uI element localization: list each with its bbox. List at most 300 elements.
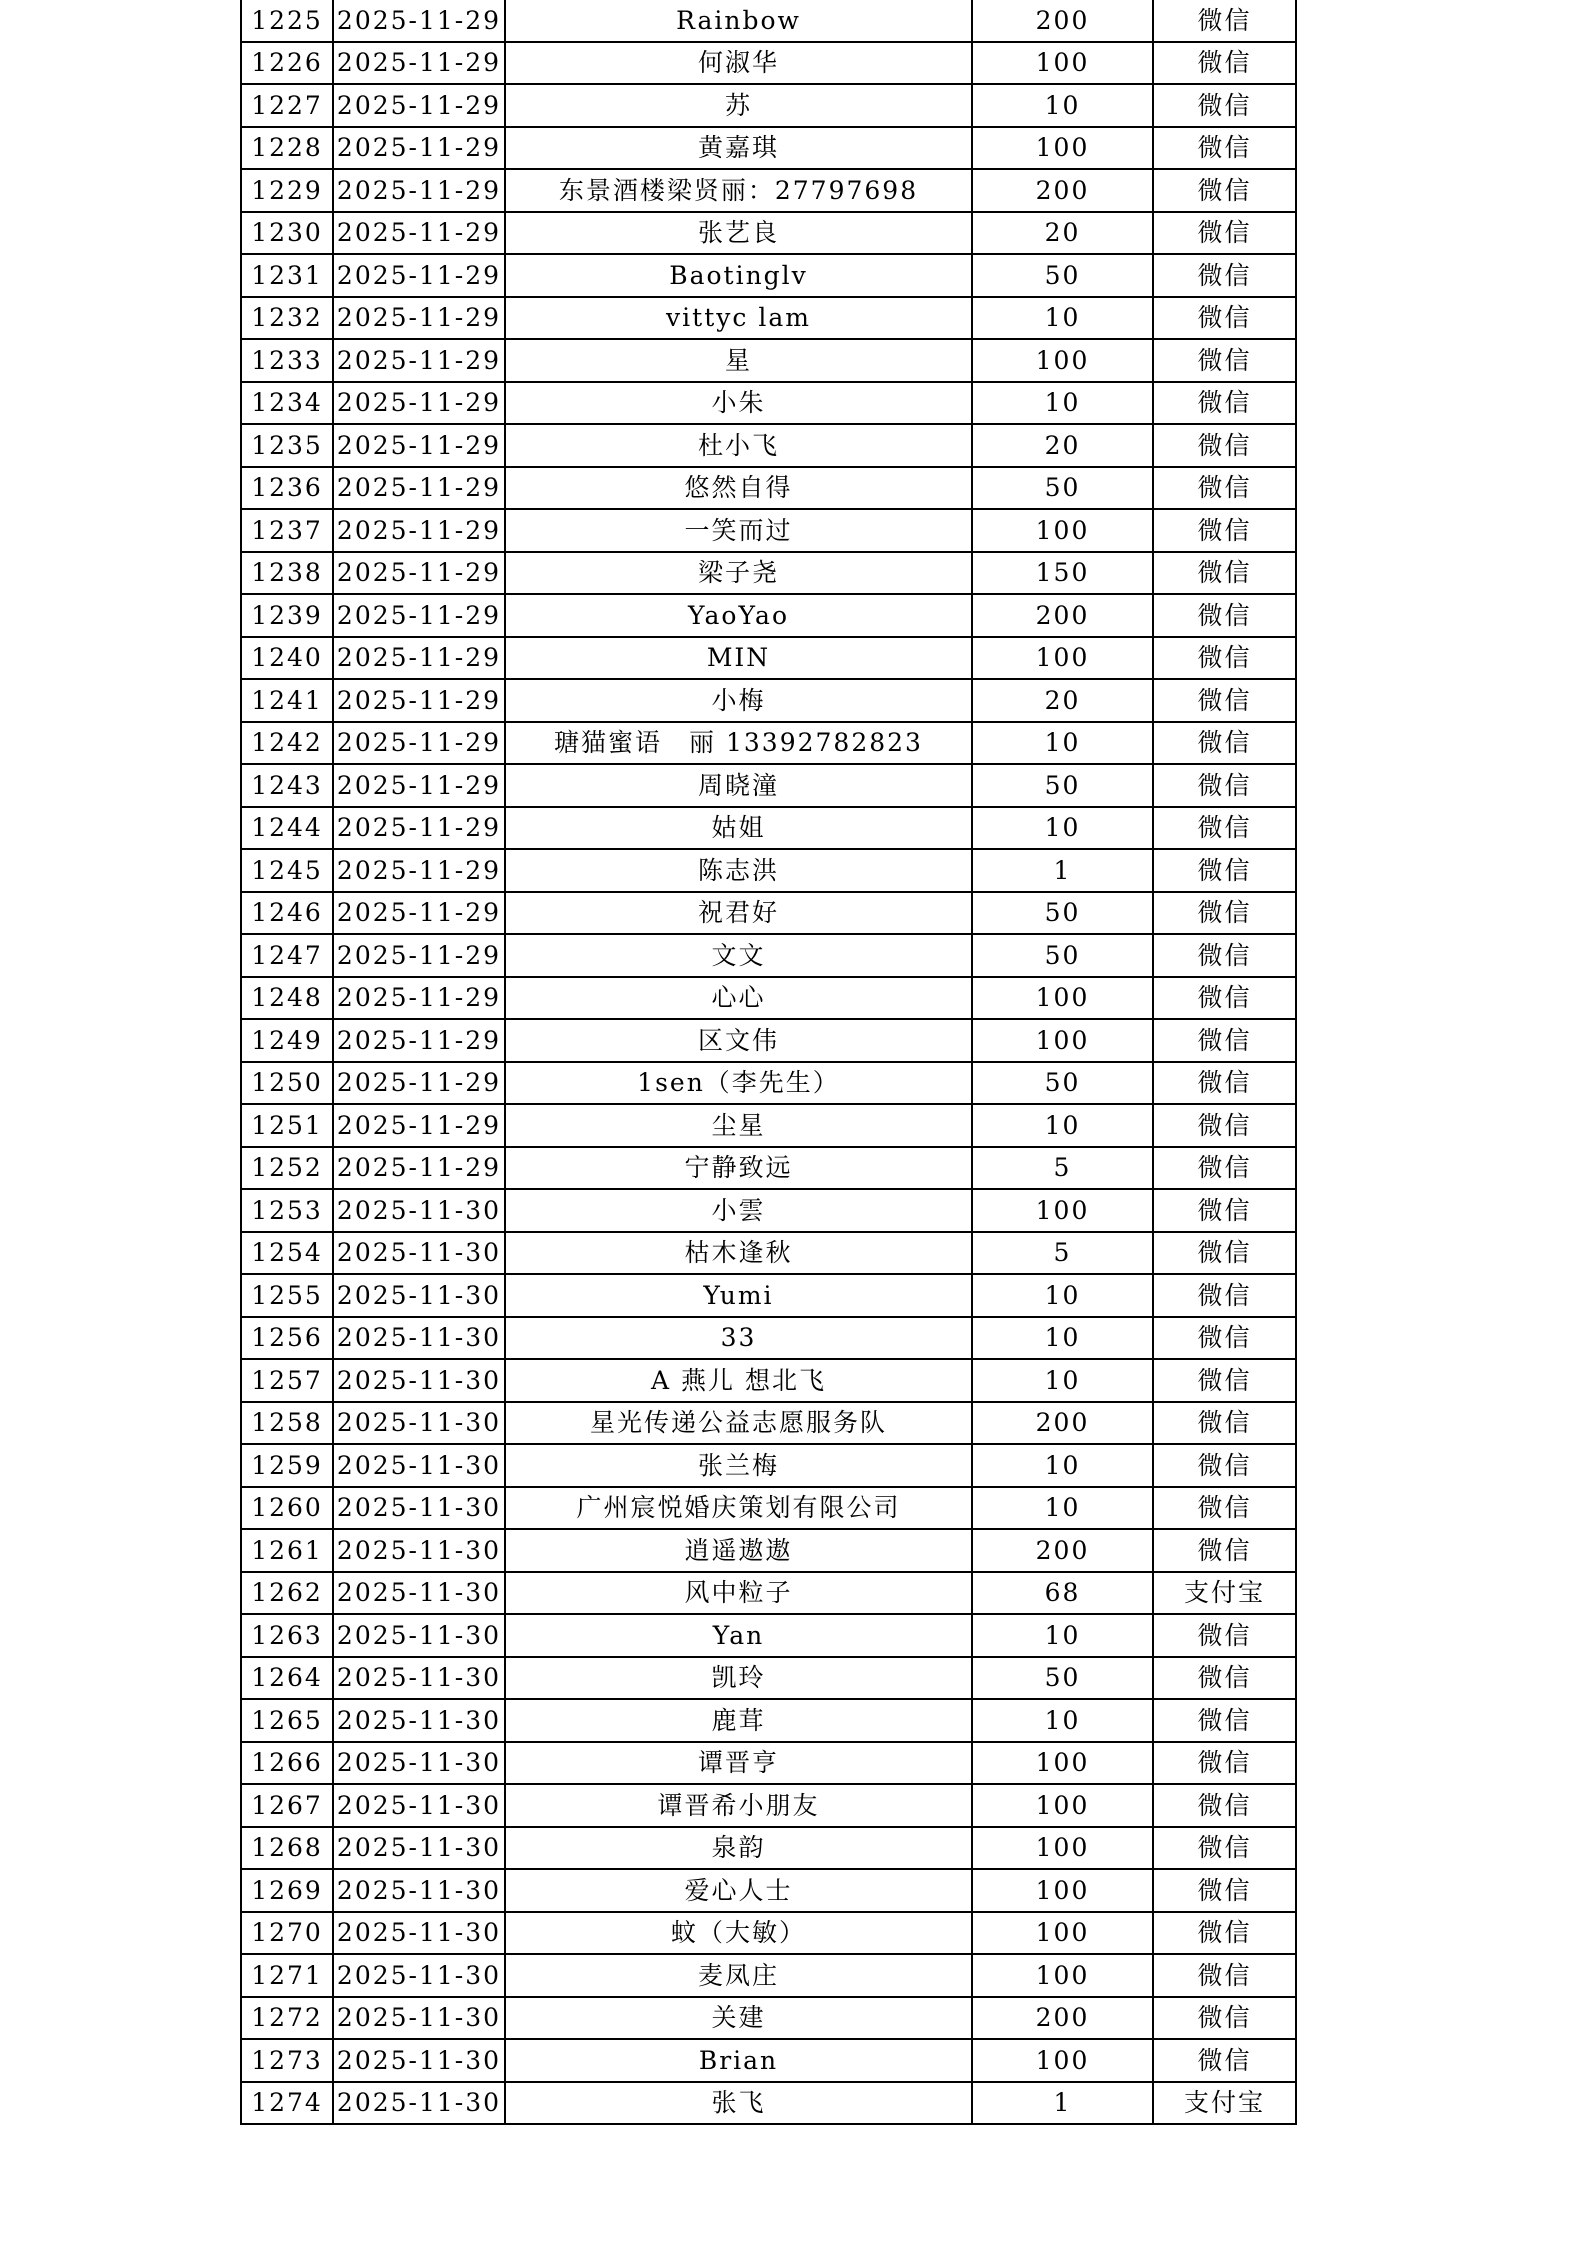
payment-channel-cell: 微信 (1153, 977, 1296, 1020)
date-cell: 2025-11-29 (333, 807, 505, 850)
donation-table (240, 0, 1297, 2125)
payment-channel-cell: 微信 (1153, 1487, 1296, 1530)
date-cell: 2025-11-30 (333, 1614, 505, 1657)
date-cell: 2025-11-29 (333, 1104, 505, 1147)
table-row (241, 1997, 1296, 2040)
amount-cell: 200 (972, 169, 1153, 212)
serial-number-cell: 1258 (241, 1402, 333, 1445)
table-row (241, 1699, 1296, 1742)
amount-cell: 100 (972, 977, 1153, 1020)
donor-name-cell: 区文伟 (505, 1019, 972, 1062)
date-cell: 2025-11-29 (333, 339, 505, 382)
amount-cell: 10 (972, 1614, 1153, 1657)
amount-cell: 50 (972, 467, 1153, 510)
serial-number-cell: 1269 (241, 1869, 333, 1912)
amount-cell: 5 (972, 1147, 1153, 1190)
amount-cell: 50 (972, 1062, 1153, 1105)
amount-cell: 50 (972, 934, 1153, 977)
donor-name-cell: 东景酒楼梁贤丽：27797698 (505, 169, 972, 212)
table-row (241, 1274, 1296, 1317)
payment-channel-cell: 微信 (1153, 212, 1296, 255)
donor-name-cell: 星光传递公益志愿服务队 (505, 1402, 972, 1445)
table-row (241, 1784, 1296, 1827)
donor-name-cell: 枯木逢秋 (505, 1232, 972, 1275)
donor-name-cell: 姑姐 (505, 807, 972, 850)
table-row (241, 1189, 1296, 1232)
serial-number-cell: 1244 (241, 807, 333, 850)
payment-channel-cell: 微信 (1153, 1147, 1296, 1190)
date-cell: 2025-11-29 (333, 977, 505, 1020)
donor-name-cell: 爱心人士 (505, 1869, 972, 1912)
payment-channel-cell: 微信 (1153, 1529, 1296, 1572)
amount-cell: 100 (972, 2039, 1153, 2082)
amount-cell: 50 (972, 254, 1153, 297)
amount-cell: 100 (972, 42, 1153, 85)
donor-name-cell: 张飞 (505, 2082, 972, 2125)
serial-number-cell: 1225 (241, 0, 333, 42)
table-row (241, 637, 1296, 680)
date-cell: 2025-11-30 (333, 1232, 505, 1275)
amount-cell: 100 (972, 1869, 1153, 1912)
payment-channel-cell: 微信 (1153, 1402, 1296, 1445)
amount-cell: 10 (972, 1444, 1153, 1487)
date-cell: 2025-11-30 (333, 1274, 505, 1317)
date-cell: 2025-11-29 (333, 1147, 505, 1190)
donor-name-cell: 黄嘉琪 (505, 127, 972, 170)
date-cell: 2025-11-30 (333, 1402, 505, 1445)
date-cell: 2025-11-29 (333, 127, 505, 170)
serial-number-cell: 1238 (241, 552, 333, 595)
serial-number-cell: 1270 (241, 1912, 333, 1955)
payment-channel-cell: 微信 (1153, 84, 1296, 127)
table-row (241, 297, 1296, 340)
payment-channel-cell: 微信 (1153, 1189, 1296, 1232)
payment-channel-cell: 微信 (1153, 807, 1296, 850)
table-row (241, 1529, 1296, 1572)
donor-name-cell: 33 (505, 1317, 972, 1360)
date-cell: 2025-11-30 (333, 1657, 505, 1700)
table-row (241, 1954, 1296, 1997)
table-row (241, 1062, 1296, 1105)
amount-cell: 200 (972, 1402, 1153, 1445)
payment-channel-cell: 微信 (1153, 1104, 1296, 1147)
donor-name-cell: 一笑而过 (505, 509, 972, 552)
table-row (241, 339, 1296, 382)
donor-name-cell: MIN (505, 637, 972, 680)
table-row (241, 254, 1296, 297)
serial-number-cell: 1247 (241, 934, 333, 977)
payment-channel-cell: 微信 (1153, 1019, 1296, 1062)
amount-cell: 200 (972, 1997, 1153, 2040)
payment-channel-cell: 微信 (1153, 1317, 1296, 1360)
payment-channel-cell: 微信 (1153, 552, 1296, 595)
date-cell: 2025-11-29 (333, 169, 505, 212)
serial-number-cell: 1267 (241, 1784, 333, 1827)
payment-channel-cell: 微信 (1153, 679, 1296, 722)
date-cell: 2025-11-29 (333, 594, 505, 637)
date-cell: 2025-11-30 (333, 2082, 505, 2125)
donor-name-cell: 风中粒子 (505, 1572, 972, 1615)
amount-cell: 150 (972, 552, 1153, 595)
donor-name-cell: 瑭猫蜜语 丽 13392782823 (505, 722, 972, 765)
donor-name-cell: 心心 (505, 977, 972, 1020)
serial-number-cell: 1272 (241, 1997, 333, 2040)
serial-number-cell: 1262 (241, 1572, 333, 1615)
amount-cell: 10 (972, 1104, 1153, 1147)
date-cell: 2025-11-30 (333, 1699, 505, 1742)
donor-name-cell: Brian (505, 2039, 972, 2082)
payment-channel-cell: 微信 (1153, 1869, 1296, 1912)
amount-cell: 100 (972, 1912, 1153, 1955)
table-row (241, 1572, 1296, 1615)
table-row (241, 84, 1296, 127)
payment-channel-cell: 微信 (1153, 1954, 1296, 1997)
date-cell: 2025-11-30 (333, 1487, 505, 1530)
donor-name-cell: 小朱 (505, 382, 972, 425)
payment-channel-cell: 微信 (1153, 0, 1296, 42)
donor-name-cell: 小梅 (505, 679, 972, 722)
donor-name-cell: 蚊（大敏） (505, 1912, 972, 1955)
payment-channel-cell: 微信 (1153, 764, 1296, 807)
table-row (241, 424, 1296, 467)
table-row (241, 2039, 1296, 2082)
amount-cell: 100 (972, 1954, 1153, 1997)
donor-name-cell: 张艺良 (505, 212, 972, 255)
donor-name-cell: 何淑华 (505, 42, 972, 85)
donor-name-cell: 广州宸悦婚庆策划有限公司 (505, 1487, 972, 1530)
payment-channel-cell: 微信 (1153, 339, 1296, 382)
table-row (241, 1232, 1296, 1275)
serial-number-cell: 1228 (241, 127, 333, 170)
amount-cell: 100 (972, 1019, 1153, 1062)
serial-number-cell: 1252 (241, 1147, 333, 1190)
payment-channel-cell: 微信 (1153, 1827, 1296, 1870)
table-row (241, 679, 1296, 722)
table-row (241, 849, 1296, 892)
table-row (241, 892, 1296, 935)
date-cell: 2025-11-29 (333, 552, 505, 595)
payment-channel-cell: 微信 (1153, 1062, 1296, 1105)
donor-name-cell: Rainbow (505, 0, 972, 42)
donation-table-body (241, 0, 1296, 2124)
amount-cell: 10 (972, 807, 1153, 850)
payment-channel-cell: 微信 (1153, 424, 1296, 467)
donor-name-cell: 悠然自得 (505, 467, 972, 510)
donor-name-cell: 张兰梅 (505, 1444, 972, 1487)
donor-name-cell: 文文 (505, 934, 972, 977)
serial-number-cell: 1242 (241, 722, 333, 765)
date-cell: 2025-11-29 (333, 382, 505, 425)
payment-channel-cell: 微信 (1153, 594, 1296, 637)
amount-cell: 20 (972, 212, 1153, 255)
payment-channel-cell: 微信 (1153, 849, 1296, 892)
date-cell: 2025-11-29 (333, 764, 505, 807)
serial-number-cell: 1265 (241, 1699, 333, 1742)
serial-number-cell: 1240 (241, 637, 333, 680)
amount-cell: 10 (972, 1317, 1153, 1360)
amount-cell: 10 (972, 1699, 1153, 1742)
serial-number-cell: 1236 (241, 467, 333, 510)
amount-cell: 100 (972, 1189, 1153, 1232)
date-cell: 2025-11-30 (333, 1869, 505, 1912)
donor-name-cell: 小雲 (505, 1189, 972, 1232)
serial-number-cell: 1234 (241, 382, 333, 425)
serial-number-cell: 1259 (241, 1444, 333, 1487)
serial-number-cell: 1231 (241, 254, 333, 297)
amount-cell: 200 (972, 594, 1153, 637)
payment-channel-cell: 微信 (1153, 722, 1296, 765)
serial-number-cell: 1273 (241, 2039, 333, 2082)
amount-cell: 10 (972, 84, 1153, 127)
amount-cell: 20 (972, 679, 1153, 722)
date-cell: 2025-11-30 (333, 1827, 505, 1870)
payment-channel-cell: 微信 (1153, 1912, 1296, 1955)
date-cell: 2025-11-29 (333, 1019, 505, 1062)
amount-cell: 100 (972, 1827, 1153, 1870)
payment-channel-cell: 微信 (1153, 127, 1296, 170)
amount-cell: 20 (972, 424, 1153, 467)
table-row (241, 382, 1296, 425)
serial-number-cell: 1249 (241, 1019, 333, 1062)
donor-name-cell: 苏 (505, 84, 972, 127)
serial-number-cell: 1227 (241, 84, 333, 127)
amount-cell: 100 (972, 637, 1153, 680)
amount-cell: 10 (972, 1274, 1153, 1317)
payment-channel-cell: 微信 (1153, 1742, 1296, 1785)
amount-cell: 5 (972, 1232, 1153, 1275)
amount-cell: 10 (972, 1487, 1153, 1530)
amount-cell: 100 (972, 1784, 1153, 1827)
donor-name-cell: Yumi (505, 1274, 972, 1317)
serial-number-cell: 1230 (241, 212, 333, 255)
date-cell: 2025-11-29 (333, 637, 505, 680)
payment-channel-cell: 微信 (1153, 382, 1296, 425)
payment-channel-cell: 微信 (1153, 42, 1296, 85)
payment-channel-cell: 微信 (1153, 1614, 1296, 1657)
table-row (241, 1827, 1296, 1870)
donor-name-cell: 鹿茸 (505, 1699, 972, 1742)
serial-number-cell: 1250 (241, 1062, 333, 1105)
table-row (241, 467, 1296, 510)
date-cell: 2025-11-29 (333, 467, 505, 510)
amount-cell: 10 (972, 382, 1153, 425)
date-cell: 2025-11-29 (333, 934, 505, 977)
donor-name-cell: 尘星 (505, 1104, 972, 1147)
donor-name-cell: vittyc lam (505, 297, 972, 340)
payment-channel-cell: 微信 (1153, 1699, 1296, 1742)
date-cell: 2025-11-29 (333, 297, 505, 340)
payment-channel-cell: 支付宝 (1153, 2082, 1296, 2125)
serial-number-cell: 1263 (241, 1614, 333, 1657)
serial-number-cell: 1233 (241, 339, 333, 382)
date-cell: 2025-11-30 (333, 2039, 505, 2082)
date-cell: 2025-11-30 (333, 1189, 505, 1232)
payment-channel-cell: 微信 (1153, 892, 1296, 935)
table-row (241, 552, 1296, 595)
payment-channel-cell: 微信 (1153, 1784, 1296, 1827)
date-cell: 2025-11-29 (333, 679, 505, 722)
date-cell: 2025-11-30 (333, 1912, 505, 1955)
table-row (241, 1402, 1296, 1445)
payment-channel-cell: 微信 (1153, 169, 1296, 212)
payment-channel-cell: 微信 (1153, 1997, 1296, 2040)
table-row (241, 1657, 1296, 1700)
date-cell: 2025-11-30 (333, 1784, 505, 1827)
serial-number-cell: 1260 (241, 1487, 333, 1530)
amount-cell: 100 (972, 1742, 1153, 1785)
table-row (241, 1147, 1296, 1190)
amount-cell: 200 (972, 1529, 1153, 1572)
serial-number-cell: 1229 (241, 169, 333, 212)
payment-channel-cell: 微信 (1153, 2039, 1296, 2082)
table-row (241, 1912, 1296, 1955)
payment-channel-cell: 微信 (1153, 509, 1296, 552)
serial-number-cell: 1251 (241, 1104, 333, 1147)
table-row (241, 764, 1296, 807)
table-row (241, 807, 1296, 850)
table-row (241, 127, 1296, 170)
donor-name-cell: 泉韵 (505, 1827, 972, 1870)
table-row (241, 1104, 1296, 1147)
serial-number-cell: 1271 (241, 1954, 333, 1997)
donor-name-cell: 宁静致远 (505, 1147, 972, 1190)
date-cell: 2025-11-30 (333, 1742, 505, 1785)
donor-name-cell: 谭晋亨 (505, 1742, 972, 1785)
date-cell: 2025-11-29 (333, 42, 505, 85)
table-row (241, 1869, 1296, 1912)
donor-name-cell: 陈志洪 (505, 849, 972, 892)
donor-name-cell: 麦凤庄 (505, 1954, 972, 1997)
date-cell: 2025-11-29 (333, 849, 505, 892)
payment-channel-cell: 微信 (1153, 467, 1296, 510)
serial-number-cell: 1226 (241, 42, 333, 85)
date-cell: 2025-11-29 (333, 212, 505, 255)
serial-number-cell: 1255 (241, 1274, 333, 1317)
table-row (241, 0, 1296, 42)
date-cell: 2025-11-30 (333, 1359, 505, 1402)
serial-number-cell: 1243 (241, 764, 333, 807)
donor-name-cell: 星 (505, 339, 972, 382)
table-row (241, 1614, 1296, 1657)
table-row (241, 212, 1296, 255)
payment-channel-cell: 微信 (1153, 1232, 1296, 1275)
amount-cell: 50 (972, 892, 1153, 935)
serial-number-cell: 1256 (241, 1317, 333, 1360)
date-cell: 2025-11-29 (333, 84, 505, 127)
donor-name-cell: 谭晋希小朋友 (505, 1784, 972, 1827)
payment-channel-cell: 微信 (1153, 1657, 1296, 1700)
amount-cell: 100 (972, 509, 1153, 552)
date-cell: 2025-11-30 (333, 1444, 505, 1487)
serial-number-cell: 1264 (241, 1657, 333, 1700)
serial-number-cell: 1239 (241, 594, 333, 637)
date-cell: 2025-11-29 (333, 1062, 505, 1105)
payment-channel-cell: 微信 (1153, 254, 1296, 297)
table-row (241, 722, 1296, 765)
date-cell: 2025-11-30 (333, 1997, 505, 2040)
donor-name-cell: A 燕儿 想北飞 (505, 1359, 972, 1402)
table-row (241, 1742, 1296, 1785)
table-row (241, 1359, 1296, 1402)
payment-channel-cell: 微信 (1153, 1274, 1296, 1317)
amount-cell: 200 (972, 0, 1153, 42)
table-row (241, 2082, 1296, 2125)
amount-cell: 100 (972, 339, 1153, 382)
donor-name-cell: 周晓潼 (505, 764, 972, 807)
date-cell: 2025-11-29 (333, 254, 505, 297)
date-cell: 2025-11-29 (333, 424, 505, 467)
amount-cell: 1 (972, 849, 1153, 892)
serial-number-cell: 1232 (241, 297, 333, 340)
serial-number-cell: 1254 (241, 1232, 333, 1275)
date-cell: 2025-11-29 (333, 0, 505, 42)
donor-name-cell: 关建 (505, 1997, 972, 2040)
amount-cell: 10 (972, 1359, 1153, 1402)
table-row (241, 1444, 1296, 1487)
payment-channel-cell: 微信 (1153, 297, 1296, 340)
serial-number-cell: 1241 (241, 679, 333, 722)
serial-number-cell: 1253 (241, 1189, 333, 1232)
amount-cell: 10 (972, 722, 1153, 765)
table-row (241, 169, 1296, 212)
donor-name-cell: 逍遥遨遨 (505, 1529, 972, 1572)
date-cell: 2025-11-30 (333, 1572, 505, 1615)
amount-cell: 1 (972, 2082, 1153, 2125)
donor-name-cell: 1sen（李先生） (505, 1062, 972, 1105)
table-row (241, 1487, 1296, 1530)
date-cell: 2025-11-29 (333, 509, 505, 552)
serial-number-cell: 1274 (241, 2082, 333, 2125)
serial-number-cell: 1266 (241, 1742, 333, 1785)
serial-number-cell: 1246 (241, 892, 333, 935)
payment-channel-cell: 支付宝 (1153, 1572, 1296, 1615)
date-cell: 2025-11-29 (333, 892, 505, 935)
donor-name-cell: Baotinglv (505, 254, 972, 297)
amount-cell: 50 (972, 1657, 1153, 1700)
donor-name-cell: 祝君好 (505, 892, 972, 935)
serial-number-cell: 1235 (241, 424, 333, 467)
table-row (241, 1019, 1296, 1062)
table-row (241, 42, 1296, 85)
payment-channel-cell: 微信 (1153, 637, 1296, 680)
donor-name-cell: Yan (505, 1614, 972, 1657)
serial-number-cell: 1237 (241, 509, 333, 552)
serial-number-cell: 1245 (241, 849, 333, 892)
date-cell: 2025-11-29 (333, 722, 505, 765)
table-row (241, 594, 1296, 637)
payment-channel-cell: 微信 (1153, 1359, 1296, 1402)
payment-channel-cell: 微信 (1153, 934, 1296, 977)
serial-number-cell: 1268 (241, 1827, 333, 1870)
serial-number-cell: 1248 (241, 977, 333, 1020)
serial-number-cell: 1261 (241, 1529, 333, 1572)
date-cell: 2025-11-30 (333, 1529, 505, 1572)
table-row (241, 977, 1296, 1020)
amount-cell: 100 (972, 127, 1153, 170)
donor-name-cell: YaoYao (505, 594, 972, 637)
payment-channel-cell: 微信 (1153, 1444, 1296, 1487)
table-row (241, 934, 1296, 977)
table-row (241, 509, 1296, 552)
amount-cell: 10 (972, 297, 1153, 340)
donor-name-cell: 梁子尧 (505, 552, 972, 595)
donor-name-cell: 凯玲 (505, 1657, 972, 1700)
date-cell: 2025-11-30 (333, 1317, 505, 1360)
date-cell: 2025-11-30 (333, 1954, 505, 1997)
serial-number-cell: 1257 (241, 1359, 333, 1402)
amount-cell: 50 (972, 764, 1153, 807)
table-row (241, 1317, 1296, 1360)
